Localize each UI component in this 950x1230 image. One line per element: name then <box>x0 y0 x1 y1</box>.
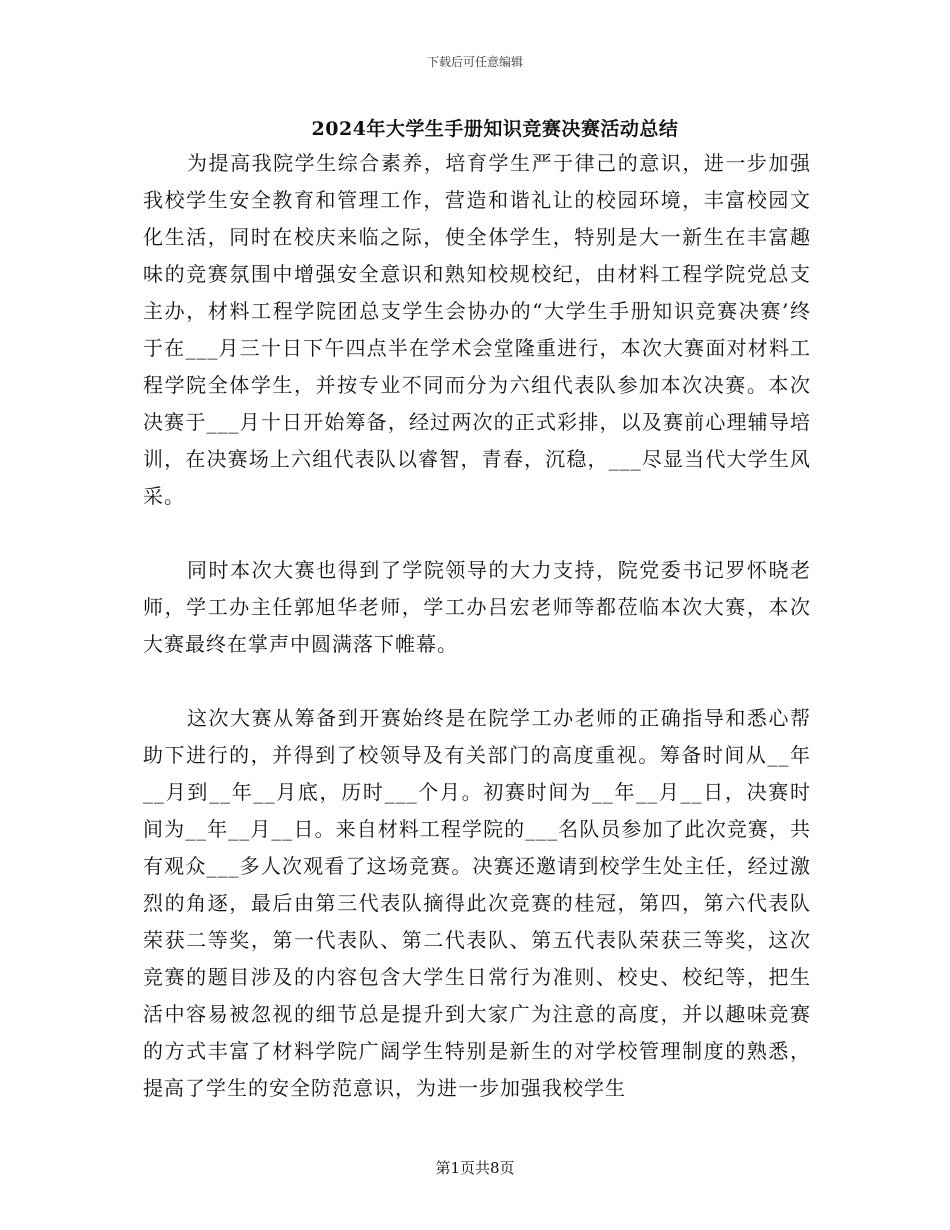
paragraph-3: 这次大赛从筹备到开赛始终是在院学工办老师的正确指导和悉心帮助下进行的，并得到了校领导及有关部门的高度重视。筹备时间从__年__月到__年__月底，历时___个月。初赛时间为__年__月__日，决赛时间为__年__月__日。来自材料工程学院的___名队员参加了此次竞赛，共有观众___多人次观看了这场竞赛。决赛还邀请到校学生处主任，经过激烈的角逐，最后由第三代表队摘得此次竞赛的桂冠，第四，第六代表队荣获二等奖，第一代表队、第二代表队、第五代表队荣获三等奖，这次竞赛的题目涉及的内容包含大学生日常行为准则、校史、校纪等，把生活中容易被忽视的细节总是提升到大家广为注意的高度，并以趣味竞赛的方式丰富了材料学院广阔学生特别是新生的对学校管理制度的熟悉，提高了学生的安全防范意识，为进一步加强我校学生 <box>143 706 811 1100</box>
document-title: 2024年大学生手册知识竞赛决赛活动总结 <box>311 118 679 140</box>
paragraph-1: 为提高我院学生综合素养，培育学生严于律己的意识，进一步加强我校学生安全教育和管理工作，营造和谐礼让的校园环境，丰富校园文化生活，同时在校庆来临之际，使全体学生，特别是大一新生在丰富趣味的竞赛氛围中增强安全意识和熟知校规校纪，由材料工程学院党总支主办，材料工程学院团总支学生会协办的“大学生手册知识竞赛决赛’终于在___月三十日下午四点半在学术会堂隆重进行，本次大赛面对材料工程学院全体学生，并按专业不同而分为六组代表队参加本次决赛。本次决赛于___月十日开始筹备，经过两次的正式彩排，以及赛前心理辅导培训，在决赛场上六组代表队以睿智，青春，沉稳，___尽显当代大学生风采。 <box>143 151 811 508</box>
download-edit-note: 下载后可任意编辑 <box>426 55 523 69</box>
paragraph-spacer <box>143 515 811 552</box>
page-number: 第1页共8页 <box>435 1159 515 1177</box>
paragraph-2: 同时本次大赛也得到了学院领导的大力支持，院党委书记罗怀晓老师，学工办主任郭旭华老师，学工办吕宏老师等都莅临本次大赛，本次大赛最终在掌声中圆满落下帷幕。 <box>143 558 811 656</box>
paragraph-spacer <box>143 663 811 700</box>
document-body <box>143 145 811 1107</box>
